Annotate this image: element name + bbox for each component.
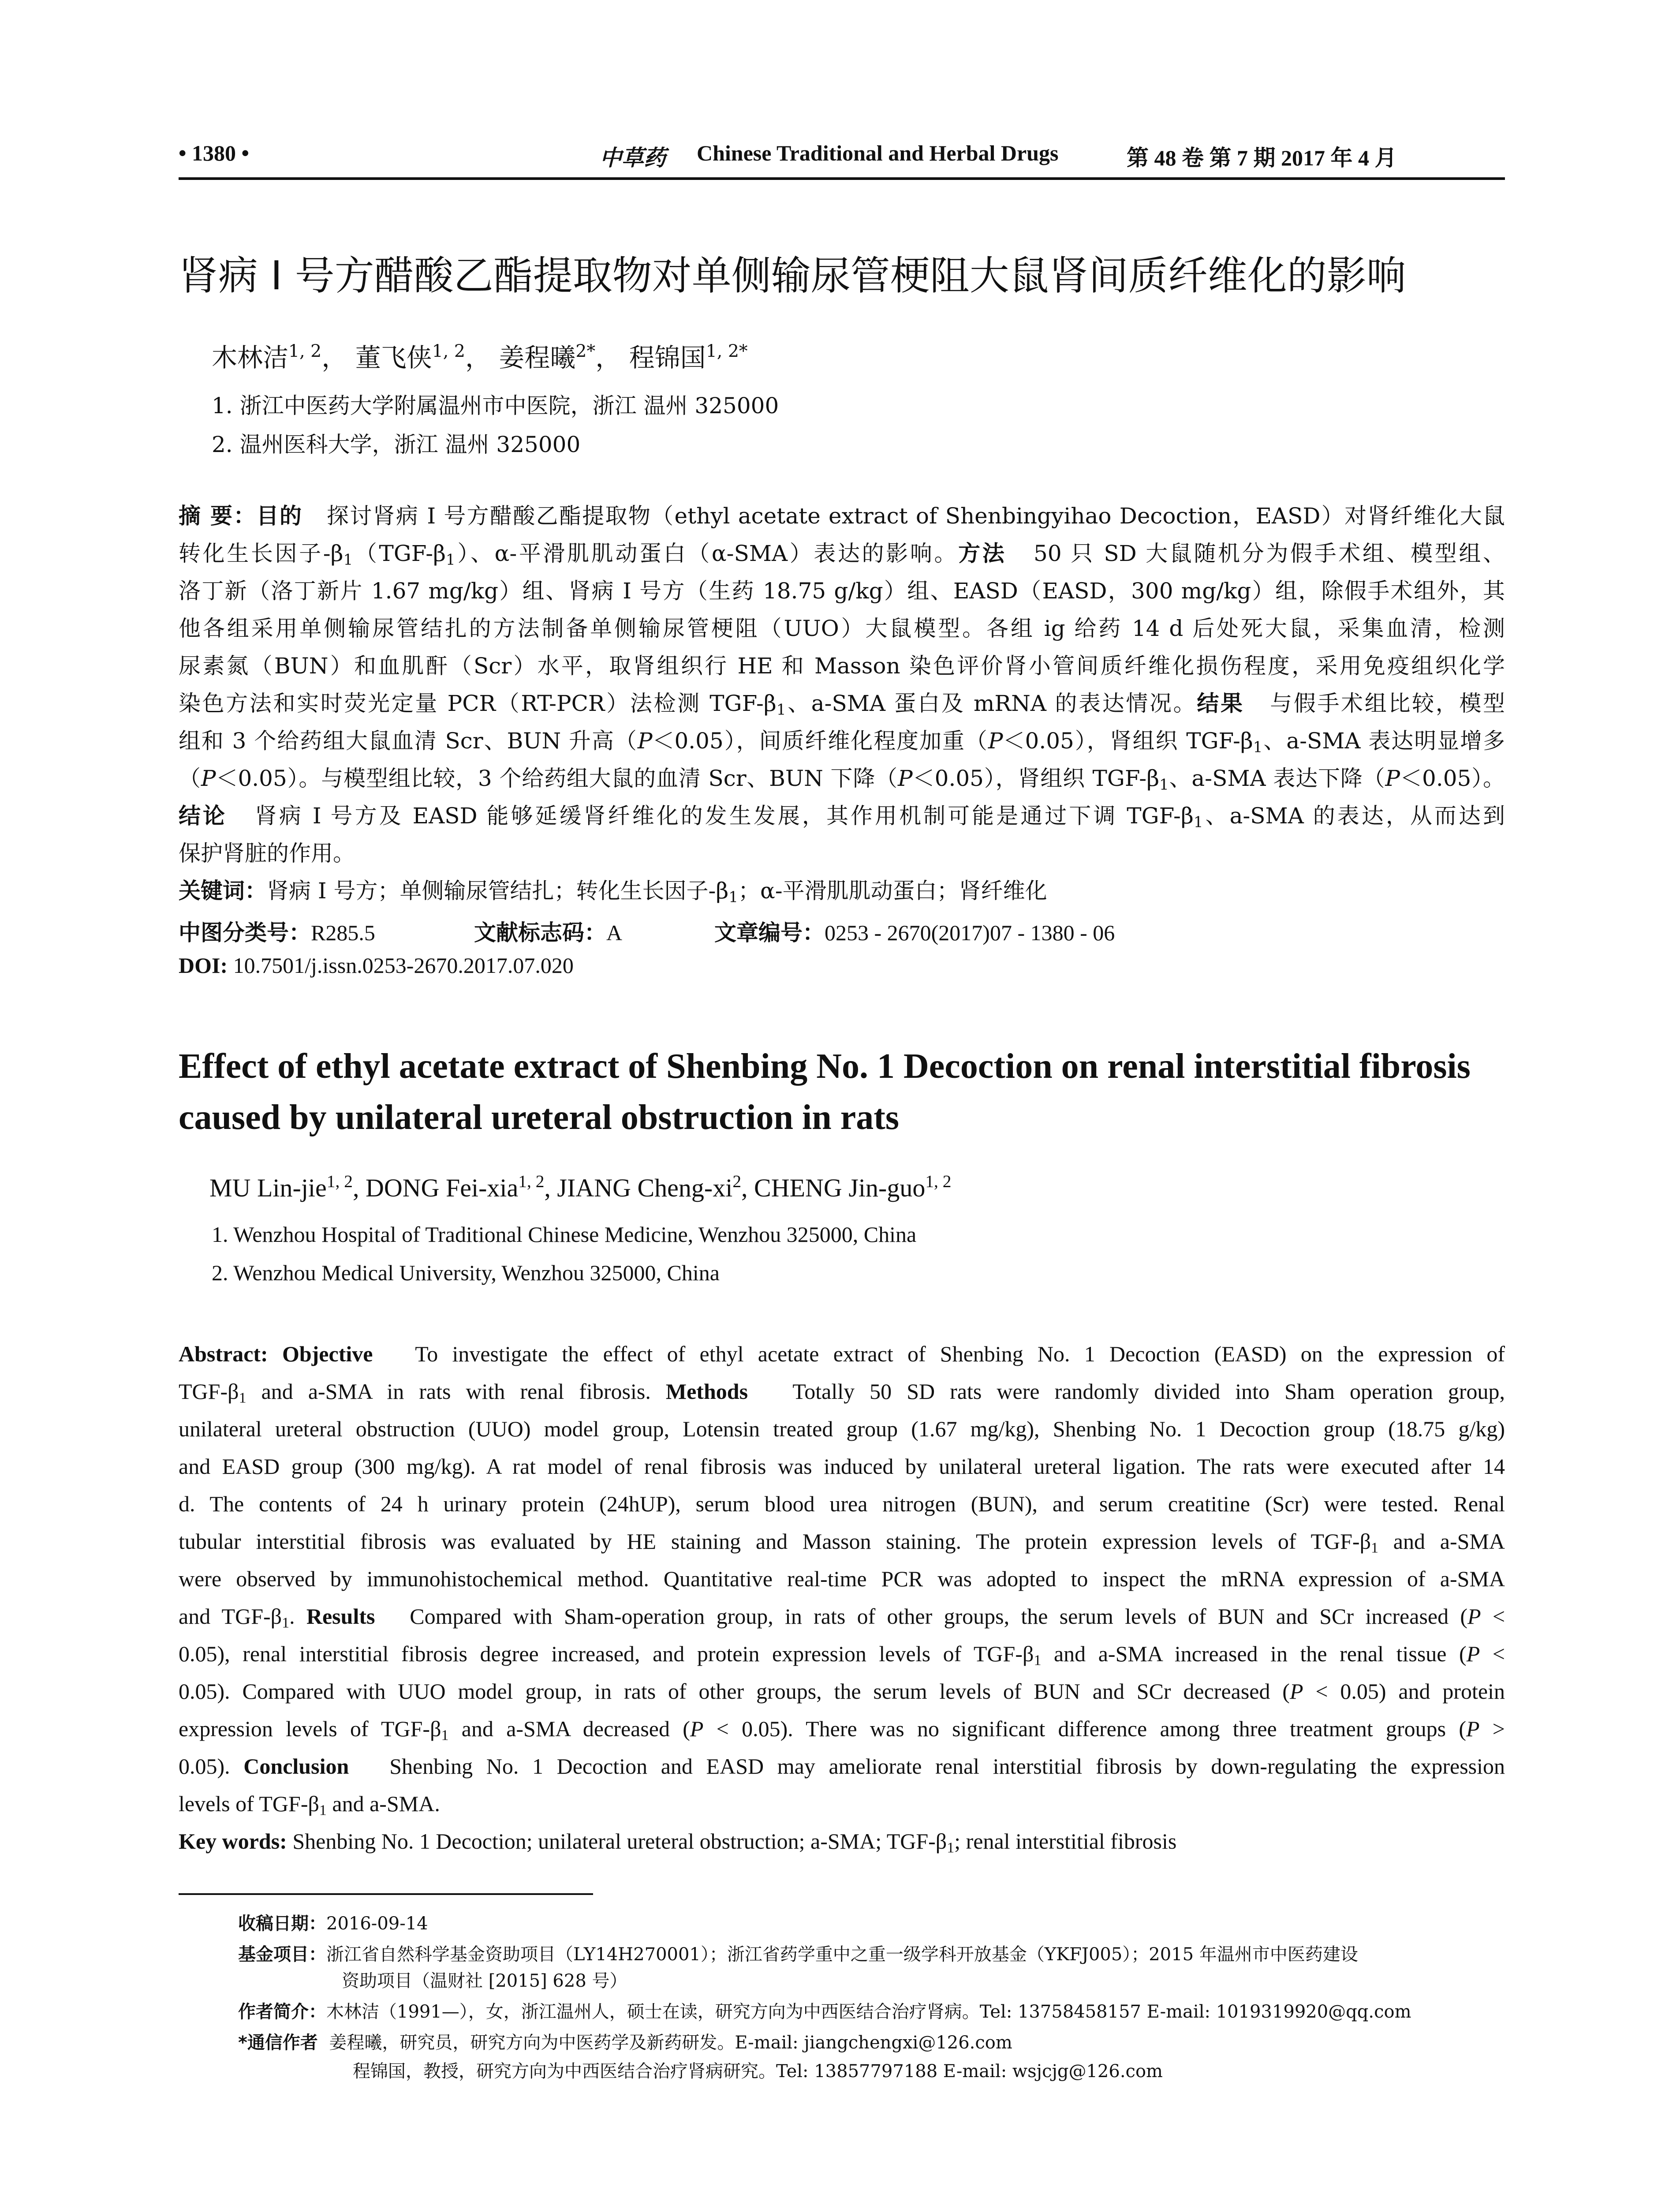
abstract-zh-text: ）、α-平滑肌肌动蛋白（α-SMA）表达的影响。 — [455, 541, 959, 566]
journal-issue: 第 48 卷 第 7 期 2017 年 4 月 — [1127, 146, 1397, 170]
abstract-en-line: unilateral ureteral obstruction (UUO) model group, Lotensin treated group (1.67 mg/kg), Shenbing No. 1 Decoction group (18.75 g/kg) — [179, 1416, 1505, 1441]
footnote-divider — [179, 1893, 593, 1895]
doi-value[interactable]: 10.7501/j.issn.0253-2670.2017.07.020 — [233, 953, 574, 978]
keywords-zh-text: ；α-平滑肌肌动蛋白；肾纤维化 — [738, 878, 1047, 904]
abstract-en-text: 0.05). — [179, 1754, 230, 1779]
abstract-en-text: and a-SMA. — [326, 1791, 440, 1816]
affiliation-zh-1: 1. 浙江中医药大学附属温州市中医院，浙江 温州 325000 — [212, 393, 779, 419]
abstract-zh-text: 肾病 I 号方及 EASD 能够延缓肾纤维化的发生发展，其作用机制可能是通过下调 TGF-β — [254, 803, 1194, 829]
p-symbol: P — [898, 766, 913, 791]
affiliation-en-1: 1. Wenzhou Hospital of Traditional Chinese Medicine, Wenzhou 325000, China — [212, 1222, 917, 1247]
p-symbol: P — [1466, 1641, 1480, 1666]
abstract-zh-line: 染色方法和实时荧光定量 PCR（RT-PCR）法检测 TGF-$\beta_1$、a-SMA 蛋白及 mRNA 的表达情况。结果 与假手术组比较，模型 — [179, 691, 1505, 719]
abstract-zh-line: 洛丁新（洛丁新片 1.67 mg/kg）组、肾病 I 号方（生药 18.75 g/kg）组、EASD（EASD，300 mg/kg）组，除假手术组外，其 — [179, 578, 1505, 604]
keywords-zh: 关键词：肾病 I 号方；单侧输尿管结扎；转化生长因子$-\beta_1$；α-平滑肌肌动蛋白；肾纤维化 — [179, 878, 1047, 906]
abstract-en-line — [179, 1678, 1505, 1704]
abstract-zh-line: 结论 肾病 I 号方及 EASD 能够延缓肾纤维化的发生发展，其作用机制可能是通过下调 TGF-$\beta_1$、a-SMA 的表达，从而达到 — [179, 803, 1505, 831]
abstract-en-text: . — [289, 1604, 295, 1629]
author-zh-4: 程锦国 — [629, 343, 706, 373]
objective-en-label: Objective — [282, 1342, 373, 1366]
abstract-zh-text: （TGF-β — [353, 541, 446, 566]
abstract-zh-line: 组和 3 个给药组大鼠血清 Scr、BUN 升高（P＜0.05），间质纤维化程度加重（P＜0.05），肾组织 TGF-$\beta_1$、a-SMA 表达明显增多 — [179, 728, 1505, 756]
author-en-1-affil: 1, 2 — [326, 1171, 353, 1191]
author-zh-1-affil: 1, 2 — [288, 341, 322, 362]
header-divider — [179, 177, 1505, 180]
author-separator: ， — [595, 343, 621, 373]
abstract-zh-text: ＜0.05），间质纤维化程度加重（ — [652, 728, 988, 754]
clc-value: R285.5 — [311, 920, 375, 945]
abstract-en-text: 0.05), renal interstitial fibrosis degree increased, and protein expression levels of TGF-β — [179, 1641, 1034, 1666]
corresponding-label: *通信作者 — [238, 2033, 318, 2053]
author-zh-2-affil: 1, 2 — [432, 341, 465, 362]
doi-label: DOI: — [179, 953, 228, 978]
abstract-en-line: and TGF-$\beta_1$. Results Compared with Sham-operation group, in rats of other groups, the serum levels of BUN and SCr increased (P < — [179, 1604, 1505, 1631]
abstract-zh-line — [179, 503, 1505, 529]
keywords-zh-label: 关键词： — [179, 878, 267, 904]
received-date: 2016-09-14 — [326, 1913, 428, 1934]
abstract-zh-text: 组和 3 个给药组大鼠血清 Scr、BUN 升高（ — [179, 728, 638, 754]
article-number — [714, 915, 1115, 947]
results-label: 结果 — [1197, 691, 1244, 716]
p-symbol: P — [690, 1716, 704, 1741]
author-zh-4-affil: 1, 2* — [706, 341, 748, 362]
abstract-zh-line: 尿素氮（BUN）和血肌酐（Scr）水平，取肾组织行 HE 和 Masson 染色评价肾小管间质纤维化损伤程度，采用免疫组织化学 — [179, 653, 1505, 679]
keywords-en: Key words: Shenbing No. 1 Decoction; unilateral ureteral obstruction; a-SMA; TGF-$\beta_1$; renal interstitial fibrosis — [179, 1829, 1177, 1856]
author-zh-2: 董飞侠 — [355, 343, 432, 373]
p-symbol: P — [201, 766, 216, 791]
abstract-zh-line: 保护肾脏的作用。 — [179, 841, 355, 866]
abstract-en-text: and a-SMA in rats with renal fibrosis. — [246, 1379, 651, 1404]
abstract-zh-text: 、a-SMA 蛋白及 mRNA 的表达情况。 — [786, 691, 1197, 716]
abstract-zh-text: （ — [179, 766, 201, 791]
abstract-zh-text: 、a-SMA 的表达，从而达到 — [1203, 803, 1505, 829]
p-symbol: P — [1467, 1604, 1481, 1629]
abstract-en-text: and a-SMA increased in the renal tissue ( — [1041, 1641, 1467, 1666]
abstract-en-text: expression levels of TGF-β — [179, 1716, 441, 1741]
abstract-en-text: Shenbing No. 1 Decoction and EASD may ameliorate renal interstitial fibrosis by down-regulating the expression — [389, 1754, 1505, 1779]
abstract-en-text: To investigate the effect of ethyl acetate extract of Shenbing No. 1 Decoction (EASD) on the expression of — [415, 1342, 1505, 1366]
author-bio-text: 木林洁（1991—），女，浙江温州人，硕士在读，研究方向为中西医结合治疗肾病。Tel: 13758458157 E-mail: 1019319920@qq.com — [326, 2002, 1411, 2022]
doc-code-label: 文献标志码： — [474, 920, 606, 946]
abstract-zh-text: ＜0.05），肾组织 TGF-β — [912, 766, 1160, 791]
abstract-en-line — [179, 1753, 1505, 1779]
author-en-3-affil: 2 — [732, 1171, 742, 1191]
abstract-en-line: were observed by immunohistochemical method. Quantitative real-time PCR was adopted to inspect the mRNA expression of a-SMA — [179, 1566, 1505, 1591]
abstract-zh-line: 转化生长因子$-\beta_1(TGF-\beta_1)$、α-平滑肌肌动蛋白（α-SMA）表达的影响。方法 50 只 SD 大鼠随机分为假手术组、模型组、 — [179, 541, 1505, 569]
journal-logo: 中草药 — [600, 145, 666, 171]
doc-code-value: A — [606, 920, 623, 945]
abstract-en-text: > — [1479, 1716, 1505, 1741]
title-en: Effect of ethyl acetate extract of Shenbing No. 1 Decoction on renal interstitial fibrosis caused by unilateral ureteral obstruction in rats — [179, 1047, 1471, 1137]
abstract-en-line: tubular interstitial fibrosis was evaluated by HE staining and Masson staining. The protein expression levels of TGF-$\beta_1$ and a-SMA — [179, 1529, 1505, 1556]
abstract-en-text: levels of TGF-β — [179, 1791, 319, 1816]
authors-en — [209, 1173, 951, 1203]
affiliation-en-2: 2. Wenzhou Medical University, Wenzhou 325000, China — [212, 1260, 720, 1285]
objective-label: 目的 — [256, 503, 303, 529]
author-en-3: , JIANG Cheng-xi — [544, 1174, 733, 1202]
abstract-en-text: Totally 50 SD rats were randomly divided into Sham operation group, — [792, 1379, 1505, 1404]
abstract-en-line: expression levels of TGF-$\beta_1$ and a-SMA decreased (P < 0.05). There was no significant difference among three treatment groups (P > — [179, 1716, 1505, 1744]
keywords-zh-text: 肾病 I 号方；单侧输尿管结扎；转化生长因子-β — [267, 878, 729, 904]
footnote-fund — [238, 1940, 1358, 1966]
authors-zh — [212, 337, 748, 374]
affiliation-zh-2: 2. 温州医科大学，浙江 温州 325000 — [212, 432, 581, 457]
abstract-en-line: TGF-$\beta_1$ and a-SMA in rats with renal fibrosis. Methods Totally 50 SD rats were randomly divided into Sham operation group, — [179, 1379, 1505, 1406]
author-zh-1: 木林洁 — [212, 343, 289, 373]
author-zh-3-affil: 2* — [575, 341, 596, 362]
article-no-value: 0253 - 2670(2017)07 - 1380 - 06 — [825, 920, 1115, 945]
abstract-en-text: < — [1481, 1604, 1505, 1629]
abstract-en-text: 0.05). Compared with UUO model group, in rats of other groups, the serum levels of BUN and SCr decreased ( — [179, 1679, 1290, 1704]
abstract-en-line: and EASD group (300 mg/kg). A rat model of renal fibrosis was induced by unilateral ureteral ligation. The rats were executed after 14 — [179, 1454, 1505, 1479]
abstract-en-line: 0.05), renal interstitial fibrosis degree increased, and protein expression levels of TGF-$\beta_1$ and a-SMA increased in the renal tissue (P < — [179, 1641, 1505, 1669]
abstract-en-text: Compared with Sham-operation group, in rats of other groups, the serum levels of BUN and SCr increased ( — [410, 1604, 1468, 1629]
abstract-en-text: < 0.05) and protein — [1303, 1679, 1505, 1704]
footnote-corresponding — [238, 2029, 1012, 2054]
abstract-zh-text: 转化生长因子-β — [179, 541, 343, 566]
abstract-en-line: levels of TGF-$\beta_1$ and a-SMA. — [179, 1791, 440, 1819]
author-zh-3: 姜程曦 — [499, 343, 576, 373]
p-symbol: P — [637, 728, 653, 754]
abstract-zh-text: 、a-SMA 表达下降（ — [1169, 766, 1385, 791]
abstract-zh-line: 他各组采用单侧输尿管结扎的方法制备单侧输尿管梗阻（UUO）大鼠模型。各组 ig 给药 14 d 后处死大鼠，采集血清，检测 — [179, 616, 1505, 641]
abstract-en-text: < 0.05). There was no significant difference among three treatment groups ( — [703, 1716, 1466, 1741]
p-symbol: P — [1466, 1716, 1480, 1741]
footnote-received — [238, 1910, 428, 1935]
abstract-zh-text: ＜0.05）。 — [1400, 766, 1505, 791]
methods-label: 方法 — [958, 541, 1007, 566]
results-en-label: Results — [306, 1604, 375, 1629]
abstract-en-line — [179, 1341, 1505, 1367]
abstract-en-text: and TGF-β — [179, 1604, 282, 1629]
journal-name: Chinese Traditional and Herbal Drugs — [697, 141, 1059, 165]
author-separator: ， — [465, 343, 491, 373]
doc-code — [474, 915, 622, 947]
footnote-fund-cont: 资助项目（温财社 [2015] 628 号） — [342, 1971, 627, 1991]
author-en-2-affil: 1, 2 — [518, 1171, 545, 1191]
methods-en-label: Methods — [665, 1379, 748, 1404]
corresponding-text-1: 姜程曦，研究员，研究方向为中医药学及新药研发。E-mail: jiangchengxi@126.com — [329, 2033, 1012, 2053]
fund-text: 浙江省自然科学基金资助项目（LY14H270001）；浙江省药学重中之重一级学科开放基金（YKFJ005）；2015 年温州市中医药建设 — [326, 1944, 1358, 1965]
keywords-en-text: ; renal interstitial fibrosis — [954, 1829, 1177, 1854]
author-bio-label: 作者简介： — [238, 2002, 326, 2022]
keywords-en-text: Shenbing No. 1 Decoction; unilateral ureteral obstruction; a-SMA; TGF-β — [292, 1829, 947, 1854]
fund-label: 基金项目： — [238, 1944, 326, 1965]
keywords-en-label: Key words: — [179, 1829, 287, 1854]
abstract-en-text: and a-SMA decreased ( — [448, 1716, 690, 1741]
abstract-en-text: tubular interstitial fibrosis was evaluated by HE staining and Masson staining. The protein expression levels of TGF-β — [179, 1529, 1371, 1554]
abstract-zh-text: 50 只 SD 大鼠随机分为假手术组、模型组、 — [1034, 541, 1505, 566]
abstract-en-line: d. The contents of 24 h urinary protein (24hUP), serum blood urea nitrogen (BUN), and serum creatitine (Scr) were tested. Renal — [179, 1491, 1505, 1516]
author-en-1: MU Lin-jie — [209, 1174, 327, 1202]
clc-label: 中图分类号： — [179, 920, 311, 946]
classification-line — [179, 915, 375, 947]
abstract-zh-text: 与假手术组比较，模型 — [1270, 691, 1505, 716]
abstract-zh-label: 摘 要： — [179, 503, 257, 529]
abstract-en-text: < — [1480, 1641, 1505, 1666]
author-en-4-affil: 1, 2 — [925, 1171, 952, 1191]
author-en-2: , DONG Fei-xia — [352, 1174, 519, 1202]
abstract-zh-text: 探讨肾病 I 号方醋酸乙酯提取物（ethyl acetate extract of Shenbingyihao Decoction，EASD）对肾纤维化大鼠 — [326, 503, 1505, 529]
abstract-en-text: TGF-β — [179, 1379, 239, 1404]
p-symbol: P — [1385, 766, 1400, 791]
author-separator: ， — [321, 343, 347, 373]
abstract-en-label: Abstract: — [179, 1342, 268, 1366]
conclusion-label: 结论 — [179, 803, 228, 829]
abstract-en-text: and a-SMA — [1378, 1529, 1505, 1554]
doi-line — [179, 953, 574, 978]
abstract-zh-text: 染色方法和实时荧光定量 PCR（RT-PCR）法检测 TGF-β — [179, 691, 777, 716]
abstract-zh-line: （P＜0.05）。与模型组比较，3 个给药组大鼠的血清 Scr、BUN 下降（P＜0.05），肾组织 TGF-$\beta_1$、a-SMA 表达下降（P＜0.05）。 — [179, 766, 1505, 794]
abstract-zh-text: 、a-SMA 表达明显增多 — [1262, 728, 1505, 754]
conclusion-en-label: Conclusion — [243, 1754, 349, 1779]
footnote-corresponding-2: 程锦国，教授，研究方向为中西医结合治疗肾病研究。Tel: 13857797188 E-mail: wsjcjg@126.com — [353, 2061, 1163, 2082]
p-symbol: P — [988, 728, 1003, 754]
page-number: • 1380 • — [179, 141, 250, 165]
article-no-label: 文章编号： — [714, 920, 825, 946]
author-en-4: , CHENG Jin-guo — [741, 1174, 926, 1202]
abstract-zh-text: ＜0.05），肾组织 TGF-β — [1003, 728, 1253, 754]
p-symbol: P — [1289, 1679, 1303, 1704]
running-header — [179, 140, 1505, 176]
received-label: 收稿日期： — [238, 1913, 326, 1934]
footnote-author — [238, 1998, 1411, 2023]
abstract-zh-text: ＜0.05）。与模型组比较，3 个给药组大鼠的血清 Scr、BUN 下降（ — [216, 766, 898, 791]
title-zh: 肾病 I 号方醋酸乙酯提取物对单侧输尿管梗阻大鼠肾间质纤维化的影响 — [179, 253, 1406, 299]
